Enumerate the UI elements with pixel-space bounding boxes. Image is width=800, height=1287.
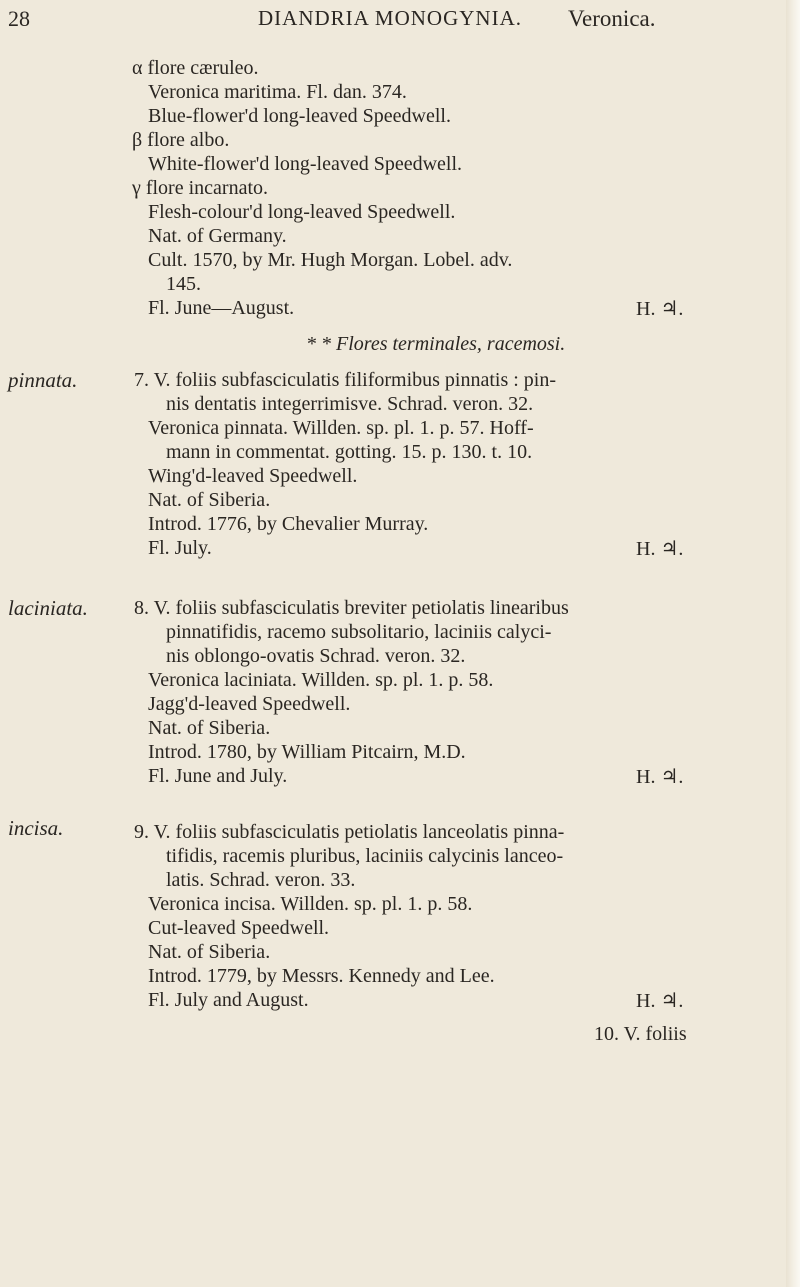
common-name: White-flower'd long-leaved Speedwell. xyxy=(148,153,463,175)
synonym-line: Veronica incisa. Willden. sp. pl. 1. p. 58. xyxy=(148,893,473,915)
margin-label-laciniata: laciniata. xyxy=(8,596,88,620)
common-name: Flesh-colour'd long-leaved Speedwell. xyxy=(148,201,456,223)
introduction-note: Introd. 1779, by Messrs. Kennedy and Lee. xyxy=(148,965,495,987)
native-range: Nat. of Siberia. xyxy=(148,717,271,739)
page-edge xyxy=(786,0,800,1287)
common-name: Wing'd-leaved Speedwell. xyxy=(148,465,358,487)
cultivation-note: Cult. 1570, by Mr. Hugh Morgan. Lobel. adv. xyxy=(148,249,513,271)
diagnosis-line: 8. V. foliis subfasciculatis breviter petiolatis linearibus xyxy=(134,597,569,619)
catchword: 10. V. foliis xyxy=(594,1023,687,1045)
cultivation-note-cont: 145. xyxy=(166,273,201,295)
habit-mark: H. ♃. xyxy=(636,990,684,1012)
common-name: Blue-flower'd long-leaved Speedwell. xyxy=(148,105,451,127)
synonym-line: Veronica laciniata. Willden. sp. pl. 1. p. 58. xyxy=(148,669,494,691)
habit-mark: H. ♃. xyxy=(636,766,684,788)
native-range: Nat. of Siberia. xyxy=(148,489,271,511)
running-genus: Veronica. xyxy=(568,6,656,31)
diagnosis-line: tifidis, racemis pluribus, laciniis calycinis lanceo- xyxy=(166,845,564,867)
section-heading: * * Flores terminales, racemosi. xyxy=(306,333,566,355)
diagnosis-line: nis dentatis integerrimisve. Schrad. veron. 32. xyxy=(166,393,534,415)
native-range: Nat. of Siberia. xyxy=(148,941,271,963)
native-range: Nat. of Germany. xyxy=(148,225,287,247)
margin-label-incisa: incisa. xyxy=(8,816,64,840)
common-name: Cut-leaved Speedwell. xyxy=(148,917,330,939)
flowering-time: Fl. July. xyxy=(148,537,212,559)
margin-label-pinnata: pinnata. xyxy=(8,368,78,392)
flowering-time: Fl. June and July. xyxy=(148,765,288,787)
synonym-line: mann in commentat. gotting. 15. p. 130. t. 10. xyxy=(166,441,533,463)
introduction-note: Introd. 1780, by William Pitcairn, M.D. xyxy=(148,741,466,763)
diagnosis-line: nis oblongo-ovatis Schrad. veron. 32. xyxy=(166,645,466,667)
diagnosis-line: 7. V. foliis subfasciculatis filiformibus pinnatis : pin- xyxy=(134,369,557,391)
variety-beta: β flore albo. xyxy=(132,129,230,151)
page-number: 28 xyxy=(8,6,30,31)
introduction-note: Introd. 1776, by Chevalier Murray. xyxy=(148,513,429,535)
synonym-line: Veronica pinnata. Willden. sp. pl. 1. p. 57. Hoff- xyxy=(148,417,534,439)
habit-mark: H. ♃. xyxy=(636,298,684,320)
habit-mark: H. ♃. xyxy=(636,538,684,560)
diagnosis-line: latis. Schrad. veron. 33. xyxy=(166,869,356,891)
running-title: DIANDRIA MONOGYNIA. xyxy=(258,6,522,30)
flowering-time: Fl. July and August. xyxy=(148,989,309,1011)
variety-gamma: γ flore incarnato. xyxy=(132,177,268,199)
common-name: Jagg'd-leaved Speedwell. xyxy=(148,693,351,715)
variety-alpha: α flore cæruleo. xyxy=(132,57,259,79)
flowering-time: Fl. June—August. xyxy=(148,297,295,319)
synonym-line: Veronica maritima. Fl. dan. 374. xyxy=(148,81,407,103)
diagnosis-line: 9. V. foliis subfasciculatis petiolatis lanceolatis pinna- xyxy=(134,821,565,843)
diagnosis-line: pinnatifidis, racemo subsolitario, laciniis calyci- xyxy=(166,621,552,643)
